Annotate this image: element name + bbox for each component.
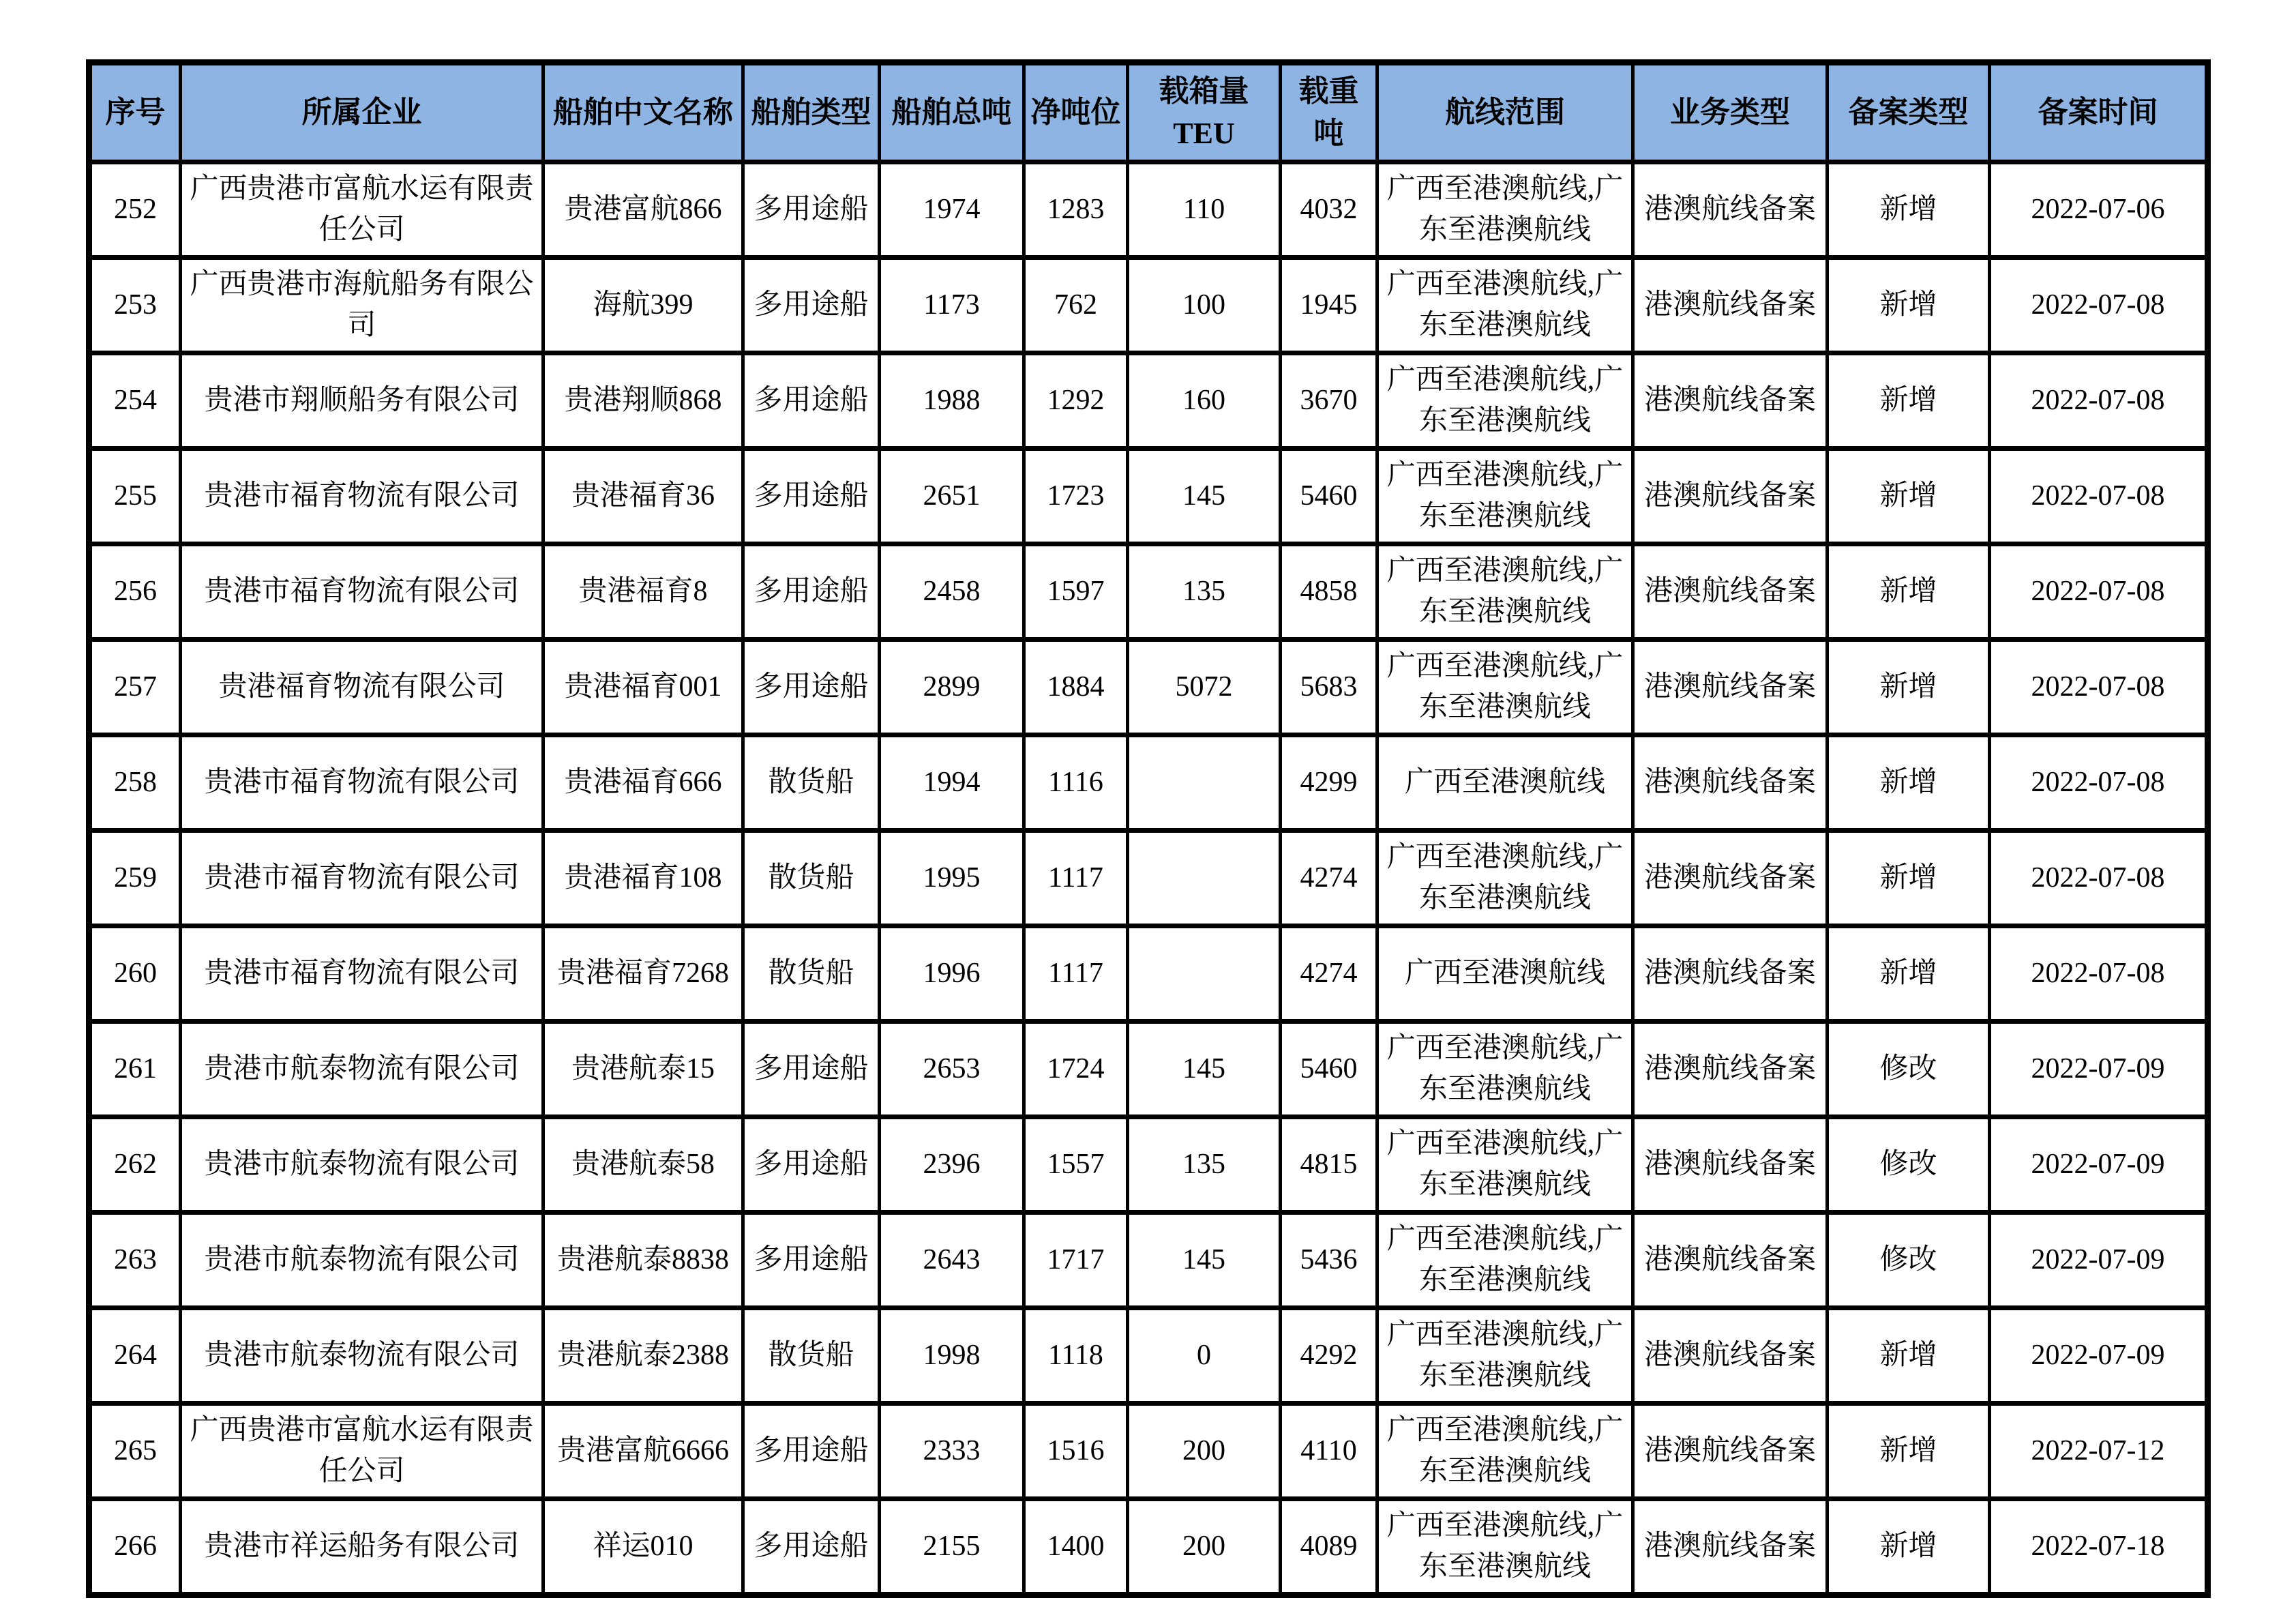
cell-business-type: 港澳航线备案 bbox=[1633, 831, 1828, 926]
table-row bbox=[89, 831, 2208, 926]
cell-ship-name: 贵港富航866 bbox=[543, 162, 743, 258]
cell-filing-type: 新增 bbox=[1828, 353, 1990, 449]
cell-teu: 0 bbox=[1128, 1308, 1281, 1404]
cell-seq: 253 bbox=[89, 258, 181, 353]
cell-ship-type: 多用途船 bbox=[743, 544, 880, 640]
cell-filing-date: 2022-07-08 bbox=[1990, 353, 2208, 449]
cell-net-tonnage: 1116 bbox=[1024, 735, 1128, 831]
cell-ship-name: 贵港福育7268 bbox=[543, 926, 743, 1022]
cell-business-type: 港澳航线备案 bbox=[1633, 1499, 1828, 1595]
cell-ship-type: 散货船 bbox=[743, 831, 880, 926]
cell-deadweight: 4292 bbox=[1281, 1308, 1377, 1404]
cell-filing-type: 修改 bbox=[1828, 1117, 1990, 1213]
cell-ship-name: 海航399 bbox=[543, 258, 743, 353]
cell-company: 贵港市航泰物流有限公司 bbox=[181, 1022, 543, 1117]
cell-deadweight: 5436 bbox=[1281, 1213, 1377, 1308]
cell-teu: 145 bbox=[1128, 449, 1281, 544]
cell-ship-name: 贵港福育36 bbox=[543, 449, 743, 544]
cell-ship-type: 散货船 bbox=[743, 735, 880, 831]
cell-teu: 135 bbox=[1128, 544, 1281, 640]
cell-seq: 258 bbox=[89, 735, 181, 831]
cell-filing-date: 2022-07-12 bbox=[1990, 1404, 2208, 1499]
cell-company: 贵港市福育物流有限公司 bbox=[181, 735, 543, 831]
cell-ship-name: 贵港翔顺868 bbox=[543, 353, 743, 449]
cell-ship-type: 多用途船 bbox=[743, 1499, 880, 1595]
cell-ship-name: 贵港福育666 bbox=[543, 735, 743, 831]
cell-business-type: 港澳航线备案 bbox=[1633, 1213, 1828, 1308]
cell-net-tonnage: 1118 bbox=[1024, 1308, 1128, 1404]
cell-deadweight: 4274 bbox=[1281, 831, 1377, 926]
cell-net-tonnage: 1597 bbox=[1024, 544, 1128, 640]
cell-ship-type: 多用途船 bbox=[743, 1117, 880, 1213]
cell-teu: 110 bbox=[1128, 162, 1281, 258]
cell-ship-name: 贵港航泰8838 bbox=[543, 1213, 743, 1308]
col-header-gross-tonnage: 船舶总吨 bbox=[880, 63, 1024, 162]
cell-route: 广西至港澳航线,广东至港澳航线 bbox=[1377, 640, 1633, 735]
cell-business-type: 港澳航线备案 bbox=[1633, 544, 1828, 640]
cell-ship-name: 贵港航泰2388 bbox=[543, 1308, 743, 1404]
cell-teu: 145 bbox=[1128, 1022, 1281, 1117]
cell-route: 广西至港澳航线,广东至港澳航线 bbox=[1377, 1308, 1633, 1404]
cell-seq: 257 bbox=[89, 640, 181, 735]
cell-net-tonnage: 1557 bbox=[1024, 1117, 1128, 1213]
cell-gross-tonnage: 2333 bbox=[880, 1404, 1024, 1499]
cell-filing-date: 2022-07-09 bbox=[1990, 1117, 2208, 1213]
cell-company: 贵港市翔顺船务有限公司 bbox=[181, 353, 543, 449]
cell-gross-tonnage: 2155 bbox=[880, 1499, 1024, 1595]
cell-ship-name: 贵港航泰58 bbox=[543, 1117, 743, 1213]
cell-business-type: 港澳航线备案 bbox=[1633, 640, 1828, 735]
cell-company: 贵港市福育物流有限公司 bbox=[181, 926, 543, 1022]
cell-filing-date: 2022-07-08 bbox=[1990, 926, 2208, 1022]
cell-route: 广西至港澳航线,广东至港澳航线 bbox=[1377, 1404, 1633, 1499]
table-header-row bbox=[89, 63, 2208, 162]
cell-business-type: 港澳航线备案 bbox=[1633, 735, 1828, 831]
cell-filing-date: 2022-07-08 bbox=[1990, 544, 2208, 640]
cell-ship-type: 多用途船 bbox=[743, 1022, 880, 1117]
cell-filing-type: 新增 bbox=[1828, 162, 1990, 258]
cell-ship-name: 贵港福育8 bbox=[543, 544, 743, 640]
cell-net-tonnage: 1283 bbox=[1024, 162, 1128, 258]
cell-gross-tonnage: 1998 bbox=[880, 1308, 1024, 1404]
cell-route: 广西至港澳航线,广东至港澳航线 bbox=[1377, 1499, 1633, 1595]
cell-ship-type: 多用途船 bbox=[743, 640, 880, 735]
cell-deadweight: 3670 bbox=[1281, 353, 1377, 449]
cell-net-tonnage: 1717 bbox=[1024, 1213, 1128, 1308]
cell-filing-date: 2022-07-08 bbox=[1990, 735, 2208, 831]
cell-teu: 200 bbox=[1128, 1499, 1281, 1595]
cell-filing-date: 2022-07-08 bbox=[1990, 640, 2208, 735]
cell-deadweight: 4858 bbox=[1281, 544, 1377, 640]
cell-ship-name: 贵港福育001 bbox=[543, 640, 743, 735]
cell-filing-date: 2022-07-18 bbox=[1990, 1499, 2208, 1595]
cell-company: 贵港市福育物流有限公司 bbox=[181, 831, 543, 926]
col-header-business-type: 业务类型 bbox=[1633, 63, 1828, 162]
table-row bbox=[89, 544, 2208, 640]
cell-deadweight: 4089 bbox=[1281, 1499, 1377, 1595]
cell-net-tonnage: 1117 bbox=[1024, 831, 1128, 926]
cell-net-tonnage: 1723 bbox=[1024, 449, 1128, 544]
cell-seq: 266 bbox=[89, 1499, 181, 1595]
cell-teu: 135 bbox=[1128, 1117, 1281, 1213]
cell-business-type: 港澳航线备案 bbox=[1633, 449, 1828, 544]
cell-filing-date: 2022-07-09 bbox=[1990, 1213, 2208, 1308]
cell-ship-type: 多用途船 bbox=[743, 162, 880, 258]
cell-gross-tonnage: 1994 bbox=[880, 735, 1024, 831]
cell-gross-tonnage: 1988 bbox=[880, 353, 1024, 449]
cell-filing-type: 新增 bbox=[1828, 544, 1990, 640]
cell-route: 广西至港澳航线,广东至港澳航线 bbox=[1377, 544, 1633, 640]
cell-net-tonnage: 1400 bbox=[1024, 1499, 1128, 1595]
cell-net-tonnage: 1117 bbox=[1024, 926, 1128, 1022]
cell-ship-type: 多用途船 bbox=[743, 353, 880, 449]
vessel-filing-table bbox=[86, 59, 2211, 1598]
cell-gross-tonnage: 2396 bbox=[880, 1117, 1024, 1213]
cell-filing-date: 2022-07-08 bbox=[1990, 831, 2208, 926]
cell-ship-name: 贵港福育108 bbox=[543, 831, 743, 926]
cell-filing-type: 修改 bbox=[1828, 1022, 1990, 1117]
cell-filing-type: 新增 bbox=[1828, 831, 1990, 926]
cell-gross-tonnage: 1173 bbox=[880, 258, 1024, 353]
cell-deadweight: 5460 bbox=[1281, 1022, 1377, 1117]
cell-teu bbox=[1128, 735, 1281, 831]
col-header-filing-date: 备案时间 bbox=[1990, 63, 2208, 162]
col-header-ship-type: 船舶类型 bbox=[743, 63, 880, 162]
cell-filing-date: 2022-07-06 bbox=[1990, 162, 2208, 258]
col-header-route: 航线范围 bbox=[1377, 63, 1633, 162]
cell-seq: 263 bbox=[89, 1213, 181, 1308]
cell-business-type: 港澳航线备案 bbox=[1633, 926, 1828, 1022]
cell-gross-tonnage: 2643 bbox=[880, 1213, 1024, 1308]
cell-deadweight: 1945 bbox=[1281, 258, 1377, 353]
cell-filing-date: 2022-07-09 bbox=[1990, 1022, 2208, 1117]
cell-net-tonnage: 762 bbox=[1024, 258, 1128, 353]
cell-filing-date: 2022-07-08 bbox=[1990, 449, 2208, 544]
cell-gross-tonnage: 1974 bbox=[880, 162, 1024, 258]
cell-company: 贵港市航泰物流有限公司 bbox=[181, 1117, 543, 1213]
cell-seq: 261 bbox=[89, 1022, 181, 1117]
cell-route: 广西至港澳航线,广东至港澳航线 bbox=[1377, 258, 1633, 353]
cell-company: 广西贵港市富航水运有限责任公司 bbox=[181, 162, 543, 258]
cell-gross-tonnage: 2651 bbox=[880, 449, 1024, 544]
cell-ship-type: 散货船 bbox=[743, 926, 880, 1022]
cell-business-type: 港澳航线备案 bbox=[1633, 1022, 1828, 1117]
table-row bbox=[89, 449, 2208, 544]
cell-seq: 264 bbox=[89, 1308, 181, 1404]
table-row bbox=[89, 1117, 2208, 1213]
cell-seq: 254 bbox=[89, 353, 181, 449]
cell-route: 广西至港澳航线,广东至港澳航线 bbox=[1377, 1022, 1633, 1117]
cell-company: 贵港福育物流有限公司 bbox=[181, 640, 543, 735]
cell-seq: 252 bbox=[89, 162, 181, 258]
col-header-filing-type: 备案类型 bbox=[1828, 63, 1990, 162]
cell-business-type: 港澳航线备案 bbox=[1633, 1308, 1828, 1404]
cell-seq: 262 bbox=[89, 1117, 181, 1213]
cell-gross-tonnage: 2458 bbox=[880, 544, 1024, 640]
cell-business-type: 港澳航线备案 bbox=[1633, 258, 1828, 353]
cell-gross-tonnage: 2899 bbox=[880, 640, 1024, 735]
cell-teu: 5072 bbox=[1128, 640, 1281, 735]
cell-filing-type: 修改 bbox=[1828, 1213, 1990, 1308]
cell-net-tonnage: 1516 bbox=[1024, 1404, 1128, 1499]
table-row bbox=[89, 1404, 2208, 1499]
col-header-company: 所属企业 bbox=[181, 63, 543, 162]
cell-net-tonnage: 1884 bbox=[1024, 640, 1128, 735]
cell-business-type: 港澳航线备案 bbox=[1633, 1117, 1828, 1213]
table-row bbox=[89, 926, 2208, 1022]
cell-seq: 260 bbox=[89, 926, 181, 1022]
cell-teu bbox=[1128, 926, 1281, 1022]
cell-filing-date: 2022-07-08 bbox=[1990, 258, 2208, 353]
cell-deadweight: 4110 bbox=[1281, 1404, 1377, 1499]
cell-filing-type: 新增 bbox=[1828, 1404, 1990, 1499]
cell-company: 贵港市航泰物流有限公司 bbox=[181, 1213, 543, 1308]
cell-teu: 145 bbox=[1128, 1213, 1281, 1308]
col-header-seq: 序号 bbox=[89, 63, 181, 162]
cell-company: 广西贵港市海航船务有限公司 bbox=[181, 258, 543, 353]
col-header-teu: 载箱量TEU bbox=[1128, 63, 1281, 162]
cell-ship-name: 贵港航泰15 bbox=[543, 1022, 743, 1117]
col-header-ship-name: 船舶中文名称 bbox=[543, 63, 743, 162]
cell-route: 广西至港澳航线,广东至港澳航线 bbox=[1377, 449, 1633, 544]
cell-company: 贵港市福育物流有限公司 bbox=[181, 449, 543, 544]
cell-seq: 255 bbox=[89, 449, 181, 544]
cell-ship-type: 多用途船 bbox=[743, 449, 880, 544]
table-row bbox=[89, 1308, 2208, 1404]
cell-business-type: 港澳航线备案 bbox=[1633, 162, 1828, 258]
cell-deadweight: 4815 bbox=[1281, 1117, 1377, 1213]
cell-deadweight: 4274 bbox=[1281, 926, 1377, 1022]
cell-route: 广西至港澳航线,广东至港澳航线 bbox=[1377, 353, 1633, 449]
cell-teu bbox=[1128, 831, 1281, 926]
cell-filing-type: 新增 bbox=[1828, 258, 1990, 353]
cell-company: 贵港市福育物流有限公司 bbox=[181, 544, 543, 640]
cell-filing-type: 新增 bbox=[1828, 1308, 1990, 1404]
col-header-net-tonnage: 净吨位 bbox=[1024, 63, 1128, 162]
cell-ship-type: 多用途船 bbox=[743, 1404, 880, 1499]
cell-route: 广西至港澳航线,广东至港澳航线 bbox=[1377, 1213, 1633, 1308]
cell-ship-type: 散货船 bbox=[743, 1308, 880, 1404]
cell-ship-type: 多用途船 bbox=[743, 1213, 880, 1308]
cell-filing-type: 新增 bbox=[1828, 1499, 1990, 1595]
cell-company: 广西贵港市富航水运有限责任公司 bbox=[181, 1404, 543, 1499]
cell-filing-type: 新增 bbox=[1828, 735, 1990, 831]
cell-net-tonnage: 1292 bbox=[1024, 353, 1128, 449]
cell-deadweight: 5683 bbox=[1281, 640, 1377, 735]
cell-filing-type: 新增 bbox=[1828, 449, 1990, 544]
cell-filing-date: 2022-07-09 bbox=[1990, 1308, 2208, 1404]
cell-route: 广西至港澳航线,广东至港澳航线 bbox=[1377, 1117, 1633, 1213]
col-header-deadweight: 载重吨 bbox=[1281, 63, 1377, 162]
table-row bbox=[89, 1499, 2208, 1595]
cell-company: 贵港市祥运船务有限公司 bbox=[181, 1499, 543, 1595]
cell-deadweight: 4299 bbox=[1281, 735, 1377, 831]
table-row bbox=[89, 258, 2208, 353]
cell-gross-tonnage: 1996 bbox=[880, 926, 1024, 1022]
cell-ship-name: 祥运010 bbox=[543, 1499, 743, 1595]
cell-seq: 256 bbox=[89, 544, 181, 640]
cell-business-type: 港澳航线备案 bbox=[1633, 353, 1828, 449]
table-row bbox=[89, 640, 2208, 735]
cell-company: 贵港市航泰物流有限公司 bbox=[181, 1308, 543, 1404]
table-body bbox=[89, 162, 2208, 1595]
cell-ship-name: 贵港富航6666 bbox=[543, 1404, 743, 1499]
cell-business-type: 港澳航线备案 bbox=[1633, 1404, 1828, 1499]
table-row bbox=[89, 1213, 2208, 1308]
cell-filing-type: 新增 bbox=[1828, 926, 1990, 1022]
cell-gross-tonnage: 2653 bbox=[880, 1022, 1024, 1117]
cell-deadweight: 4032 bbox=[1281, 162, 1377, 258]
cell-gross-tonnage: 1995 bbox=[880, 831, 1024, 926]
cell-route: 广西至港澳航线 bbox=[1377, 735, 1633, 831]
cell-teu: 200 bbox=[1128, 1404, 1281, 1499]
cell-deadweight: 5460 bbox=[1281, 449, 1377, 544]
table-row bbox=[89, 353, 2208, 449]
cell-seq: 265 bbox=[89, 1404, 181, 1499]
cell-ship-type: 多用途船 bbox=[743, 258, 880, 353]
cell-net-tonnage: 1724 bbox=[1024, 1022, 1128, 1117]
cell-filing-type: 新增 bbox=[1828, 640, 1990, 735]
cell-route: 广西至港澳航线,广东至港澳航线 bbox=[1377, 162, 1633, 258]
cell-seq: 259 bbox=[89, 831, 181, 926]
table-row bbox=[89, 162, 2208, 258]
table-row bbox=[89, 1022, 2208, 1117]
cell-teu: 100 bbox=[1128, 258, 1281, 353]
table-row bbox=[89, 735, 2208, 831]
cell-route: 广西至港澳航线 bbox=[1377, 926, 1633, 1022]
cell-route: 广西至港澳航线,广东至港澳航线 bbox=[1377, 831, 1633, 926]
cell-teu: 160 bbox=[1128, 353, 1281, 449]
